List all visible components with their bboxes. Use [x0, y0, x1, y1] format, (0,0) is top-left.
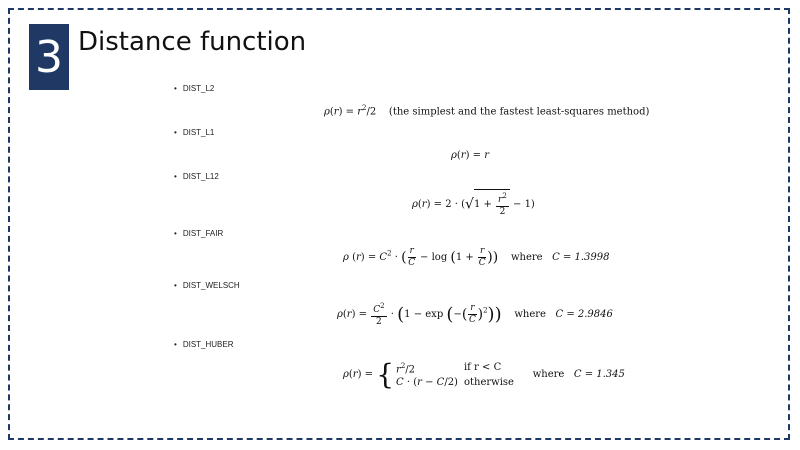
formula-huber-where: where [532, 369, 565, 380]
bullet-dist-huber: • DIST_HUBER [174, 340, 234, 349]
formula-dist-l2: $\rho(r) = r^2/2$ (the simplest and the fastest least-squares method) [324, 104, 650, 118]
section-number-badge: 3 [29, 24, 69, 90]
huber-case2-cond: otherwise [463, 377, 514, 389]
bullet-dist-l1: • DIST_L1 [174, 128, 214, 137]
slide-title: Distance function [78, 27, 307, 57]
bullet-dist-l12: • DIST_L12 [174, 172, 219, 181]
formula-welsch-where: where [514, 309, 546, 320]
formula-dist-fair: ρ $(r) = C^2$ · ( $\frac{r}{C}$ − log (1 + $\frac{r}{C}$ )) where C = 1.3998 [343, 246, 610, 268]
formula-dist-huber: ρ(r) = { $r^2/2$ if r < C C · (r − C/2) otherwise where C = 1.345 [343, 358, 625, 391]
huber-case1-cond: if r < C [463, 362, 502, 374]
formula-l2-note: (the simplest and the fastest least-squares method) [388, 106, 650, 118]
formula-fair-constant: C = 1.3998 [552, 252, 610, 263]
bullet-dist-welsch: • DIST_WELSCH [174, 281, 240, 290]
bullet-dist-l2: • DIST_L2 [174, 84, 214, 93]
formula-welsch-constant: C = 2.9846 [555, 309, 613, 320]
formula-dist-l1: ρ(r) = r [451, 150, 489, 161]
bullet-dist-fair: • DIST_FAIR [174, 229, 223, 238]
formula-dist-l12: ρ(r) = 2 · (√1 + $\frac{r^2}{2}$ − 1) [412, 189, 535, 218]
formula-fair-where: where [510, 252, 543, 263]
formula-huber-constant: C = 1.345 [573, 369, 625, 380]
formula-dist-welsch: ρ(r) = $\frac{C^2}{2}$ · (1 − exp (−( $\frac{r}{C}$ )$^2$)) where C = 2.9846 [337, 302, 613, 327]
